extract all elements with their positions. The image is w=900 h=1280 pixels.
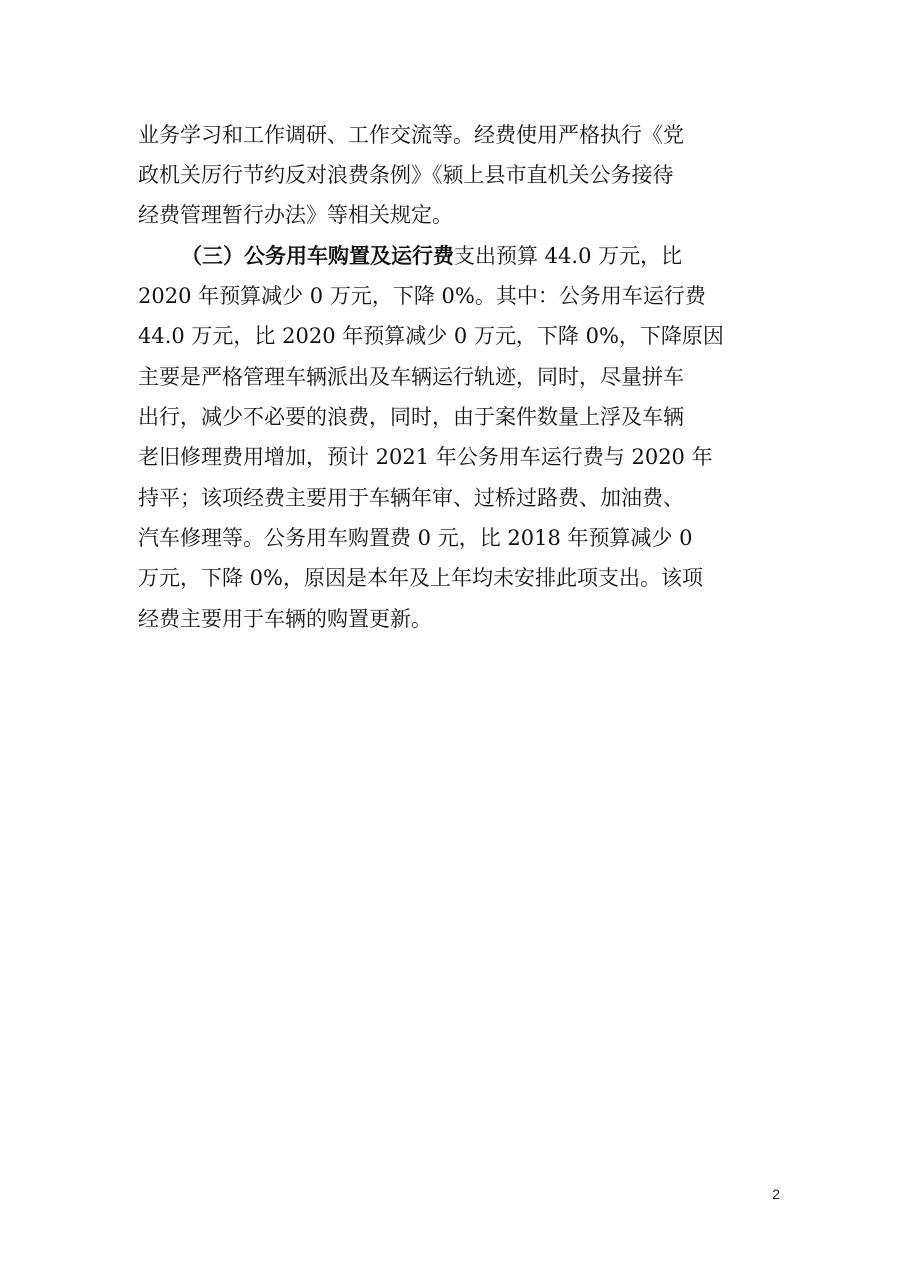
section-heading-continuation: 支出预算 44.0 万元，比 [454,244,683,268]
section-heading: （三）公务用车购置及运行费 [181,244,454,268]
paragraph-line: 万元，下降 0%，原因是本年及上年均未安排此项支出。该项 [138,566,703,590]
paragraph-line: 出行，减少不必要的浪费，同时，由于案件数量上浮及车辆 [138,405,684,429]
page-number: 2 [772,1186,780,1202]
paragraph-line: 政机关厉行节约反对浪费条例》《颍上县市直机关公务接待 [138,163,674,187]
paragraph-line: 2020 年预算减少 0 万元，下降 0%。其中：公务用车运行费 [138,284,706,308]
paragraph-line: 经费管理暂行办法》等相关规定。 [138,203,453,227]
paragraph-line: 老旧修理费用增加，预计 2021 年公务用车运行费与 2020 年 [138,445,713,469]
paragraph-line: 经费主要用于车辆的购置更新。 [138,607,432,631]
section-heading-line [181,236,762,276]
paragraph-line: 持平；该项经费主要用于车辆年审、过桥过路费、加油费、 [138,486,684,510]
paragraph-line: 业务学习和工作调研、工作交流等。经费使用严格执行《党 [138,123,684,147]
paragraph-line: 主要是严格管理车辆派出及车辆运行轨迹，同时，尽量拼车 [138,365,684,389]
paragraph-line: 44.0 万元，比 2020 年预算减少 0 万元，下降 0%，下降原因 [138,324,724,348]
paragraph-line: 汽车修理等。公务用车购置费 0 元，比 2018 年预算减少 0 [138,526,693,550]
